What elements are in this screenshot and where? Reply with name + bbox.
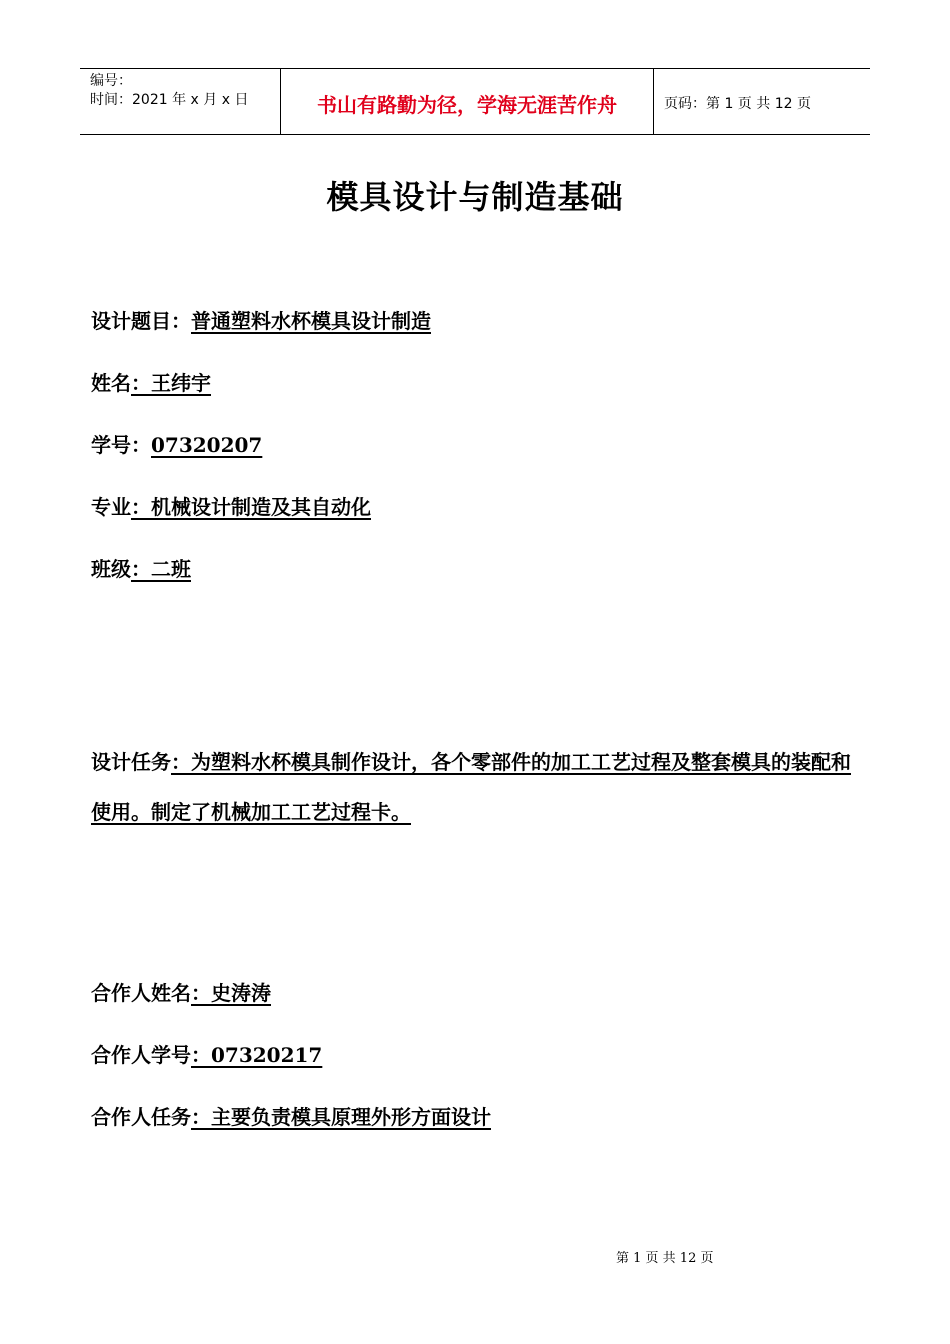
partner-name-field	[91, 977, 271, 1006]
partner-task-field	[91, 1101, 491, 1130]
design-task-value: ：为塑料水杯模具制作设计，各个零部件的加工工艺过程及整套模具的装配和使用。制定了机械加工工艺过程卡。	[91, 750, 851, 824]
partner-task-label: 合作人任务	[91, 1105, 191, 1129]
document-number-label: 编号：	[90, 73, 132, 89]
header-page-info: 页码：第 1 页 共 12 页	[664, 95, 811, 112]
class-value: ：二班	[131, 557, 191, 581]
design-topic-value: 普通塑料水杯模具设计制造	[191, 309, 431, 333]
partner-id-value: ：07320217	[191, 1043, 323, 1067]
student-id-value: 07320207	[151, 433, 263, 457]
design-task-label: 设计任务	[91, 750, 171, 774]
partner-task-value: ：主要负责模具原理外形方面设计	[191, 1105, 491, 1129]
class-field	[91, 553, 191, 582]
partner-name-value: ：史涛涛	[191, 981, 271, 1005]
page-header	[80, 68, 870, 135]
major-label: 专业	[91, 495, 131, 519]
major-value: ：机械设计制造及其自动化	[131, 495, 371, 519]
name-field	[91, 367, 211, 396]
partner-name-label: 合作人姓名	[91, 981, 191, 1005]
document-date: 时间：2021 年 x 月 x 日	[90, 92, 249, 108]
class-label: 班级	[91, 557, 131, 581]
name-label: 姓名	[91, 371, 131, 395]
student-id-field	[91, 429, 262, 458]
partner-id-label: 合作人学号	[91, 1043, 191, 1067]
design-topic-field	[91, 305, 431, 334]
design-task-paragraph	[91, 737, 866, 837]
header-motto: 书山有路勤为径，学海无涯苦作舟	[281, 69, 654, 134]
page-footer: 第 1 页 共 12 页	[616, 1251, 714, 1266]
partner-id-field	[91, 1039, 322, 1068]
name-value: ：王纬宇	[131, 371, 211, 395]
header-info-cell	[80, 69, 281, 134]
student-id-label: 学号：	[91, 433, 151, 457]
major-field	[91, 491, 371, 520]
design-topic-label: 设计题目：	[91, 309, 191, 333]
document-title: 模具设计与制造基础	[326, 178, 624, 216]
